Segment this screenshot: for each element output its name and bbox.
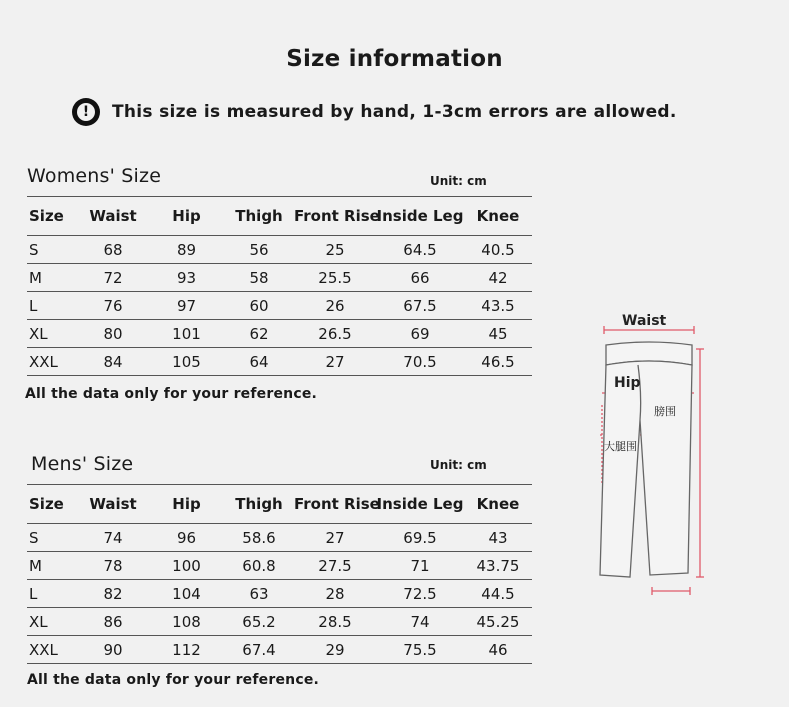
- table-cell: 60: [224, 292, 294, 320]
- table-cell: 69.5: [376, 524, 464, 552]
- column-header: Waist: [77, 485, 149, 524]
- table-cell: 45.25: [464, 608, 532, 636]
- table-cell: 46.5: [464, 348, 532, 376]
- table-cell: 74: [77, 524, 149, 552]
- table-cell: 84: [77, 348, 149, 376]
- table-cell: L: [27, 292, 77, 320]
- notice: [72, 98, 677, 126]
- table-cell: 108: [149, 608, 224, 636]
- table-cell: 66: [376, 264, 464, 292]
- table-cell: 25.5: [294, 264, 376, 292]
- column-header: Thigh: [224, 197, 294, 236]
- column-header: Size: [27, 485, 77, 524]
- table-cell: 42: [464, 264, 532, 292]
- womens-size-table: [27, 196, 532, 376]
- table-cell: 75.5: [376, 636, 464, 664]
- table-row: [27, 264, 532, 292]
- womens-note: All the data only for your reference.: [25, 386, 318, 402]
- table-cell: 76: [77, 292, 149, 320]
- table-row: [27, 608, 532, 636]
- table-cell: 65.2: [224, 608, 294, 636]
- table-cell: 72: [77, 264, 149, 292]
- table-row: [27, 636, 532, 664]
- column-header: Waist: [77, 197, 149, 236]
- hip-label: Hip: [614, 375, 641, 391]
- table-cell: 60.8: [224, 552, 294, 580]
- trouser-legs: [600, 361, 692, 577]
- table-cell: 25: [294, 236, 376, 264]
- table-cell: 58: [224, 264, 294, 292]
- table-cell: 86: [77, 608, 149, 636]
- table-cell: 58.6: [224, 524, 294, 552]
- table-header-row: [27, 485, 532, 524]
- table-cell: 105: [149, 348, 224, 376]
- table-cell: 74: [376, 608, 464, 636]
- table-cell: 96: [149, 524, 224, 552]
- table-cell: 78: [77, 552, 149, 580]
- table-cell: 68: [77, 236, 149, 264]
- column-header: Inside Leg: [376, 485, 464, 524]
- column-header: Knee: [464, 485, 532, 524]
- trousers-diagram: [594, 305, 714, 610]
- table-cell: 80: [77, 320, 149, 348]
- page-title: Size information: [286, 46, 503, 72]
- table-cell: 46: [464, 636, 532, 664]
- table-cell: 28.5: [294, 608, 376, 636]
- table-cell: 112: [149, 636, 224, 664]
- table-cell: XL: [27, 320, 77, 348]
- notice-text: This size is measured by hand, 1-3cm errors are allowed.: [112, 102, 677, 122]
- column-header: Hip: [149, 197, 224, 236]
- table-row: [27, 524, 532, 552]
- column-header: Front Rise: [294, 485, 376, 524]
- rise-label: 膀围: [654, 405, 676, 418]
- womens-section-title: Womens' Size: [27, 165, 162, 187]
- table-cell: 64.5: [376, 236, 464, 264]
- table-cell: 62: [224, 320, 294, 348]
- table-row: [27, 320, 532, 348]
- table-cell: 101: [149, 320, 224, 348]
- table-cell: M: [27, 552, 77, 580]
- table-cell: 89: [149, 236, 224, 264]
- exclamation-icon: !: [72, 98, 100, 126]
- table-cell: 26.5: [294, 320, 376, 348]
- table-cell: 27: [294, 524, 376, 552]
- table-row: [27, 348, 532, 376]
- table-cell: 26: [294, 292, 376, 320]
- table-row: [27, 552, 532, 580]
- table-cell: 40.5: [464, 236, 532, 264]
- column-header: Knee: [464, 197, 532, 236]
- table-row: [27, 236, 532, 264]
- column-header: Hip: [149, 485, 224, 524]
- table-cell: 71: [376, 552, 464, 580]
- table-cell: 69: [376, 320, 464, 348]
- table-cell: 44.5: [464, 580, 532, 608]
- column-header: Thigh: [224, 485, 294, 524]
- table-cell: XXL: [27, 636, 77, 664]
- table-cell: 43.75: [464, 552, 532, 580]
- table-cell: 64: [224, 348, 294, 376]
- table-cell: 43: [464, 524, 532, 552]
- table-cell: 63: [224, 580, 294, 608]
- mens-unit: Unit: cm: [430, 458, 487, 472]
- table-cell: S: [27, 236, 77, 264]
- table-cell: 45: [464, 320, 532, 348]
- waist-label: Waist: [622, 313, 667, 329]
- table-cell: 97: [149, 292, 224, 320]
- table-cell: 28: [294, 580, 376, 608]
- table-cell: 56: [224, 236, 294, 264]
- table-cell: 27.5: [294, 552, 376, 580]
- column-header: Front Rise: [294, 197, 376, 236]
- thigh-label: 大腿围: [604, 440, 637, 453]
- table-cell: 104: [149, 580, 224, 608]
- table-cell: 82: [77, 580, 149, 608]
- column-header: Size: [27, 197, 77, 236]
- table-cell: S: [27, 524, 77, 552]
- table-cell: 70.5: [376, 348, 464, 376]
- womens-unit: Unit: cm: [430, 174, 487, 188]
- table-header-row: [27, 197, 532, 236]
- table-cell: 27: [294, 348, 376, 376]
- table-cell: 93: [149, 264, 224, 292]
- table-cell: 72.5: [376, 580, 464, 608]
- mens-section-title: Mens' Size: [31, 453, 134, 475]
- table-cell: 43.5: [464, 292, 532, 320]
- table-cell: 67.4: [224, 636, 294, 664]
- column-header: Inside Leg: [376, 197, 464, 236]
- table-row: [27, 292, 532, 320]
- table-cell: L: [27, 580, 77, 608]
- table-cell: M: [27, 264, 77, 292]
- table-cell: 29: [294, 636, 376, 664]
- table-cell: 67.5: [376, 292, 464, 320]
- table-cell: XL: [27, 608, 77, 636]
- mens-size-table: [27, 484, 532, 664]
- table-row: [27, 580, 532, 608]
- mens-note: All the data only for your reference.: [27, 672, 320, 688]
- table-cell: 100: [149, 552, 224, 580]
- table-cell: 90: [77, 636, 149, 664]
- table-cell: XXL: [27, 348, 77, 376]
